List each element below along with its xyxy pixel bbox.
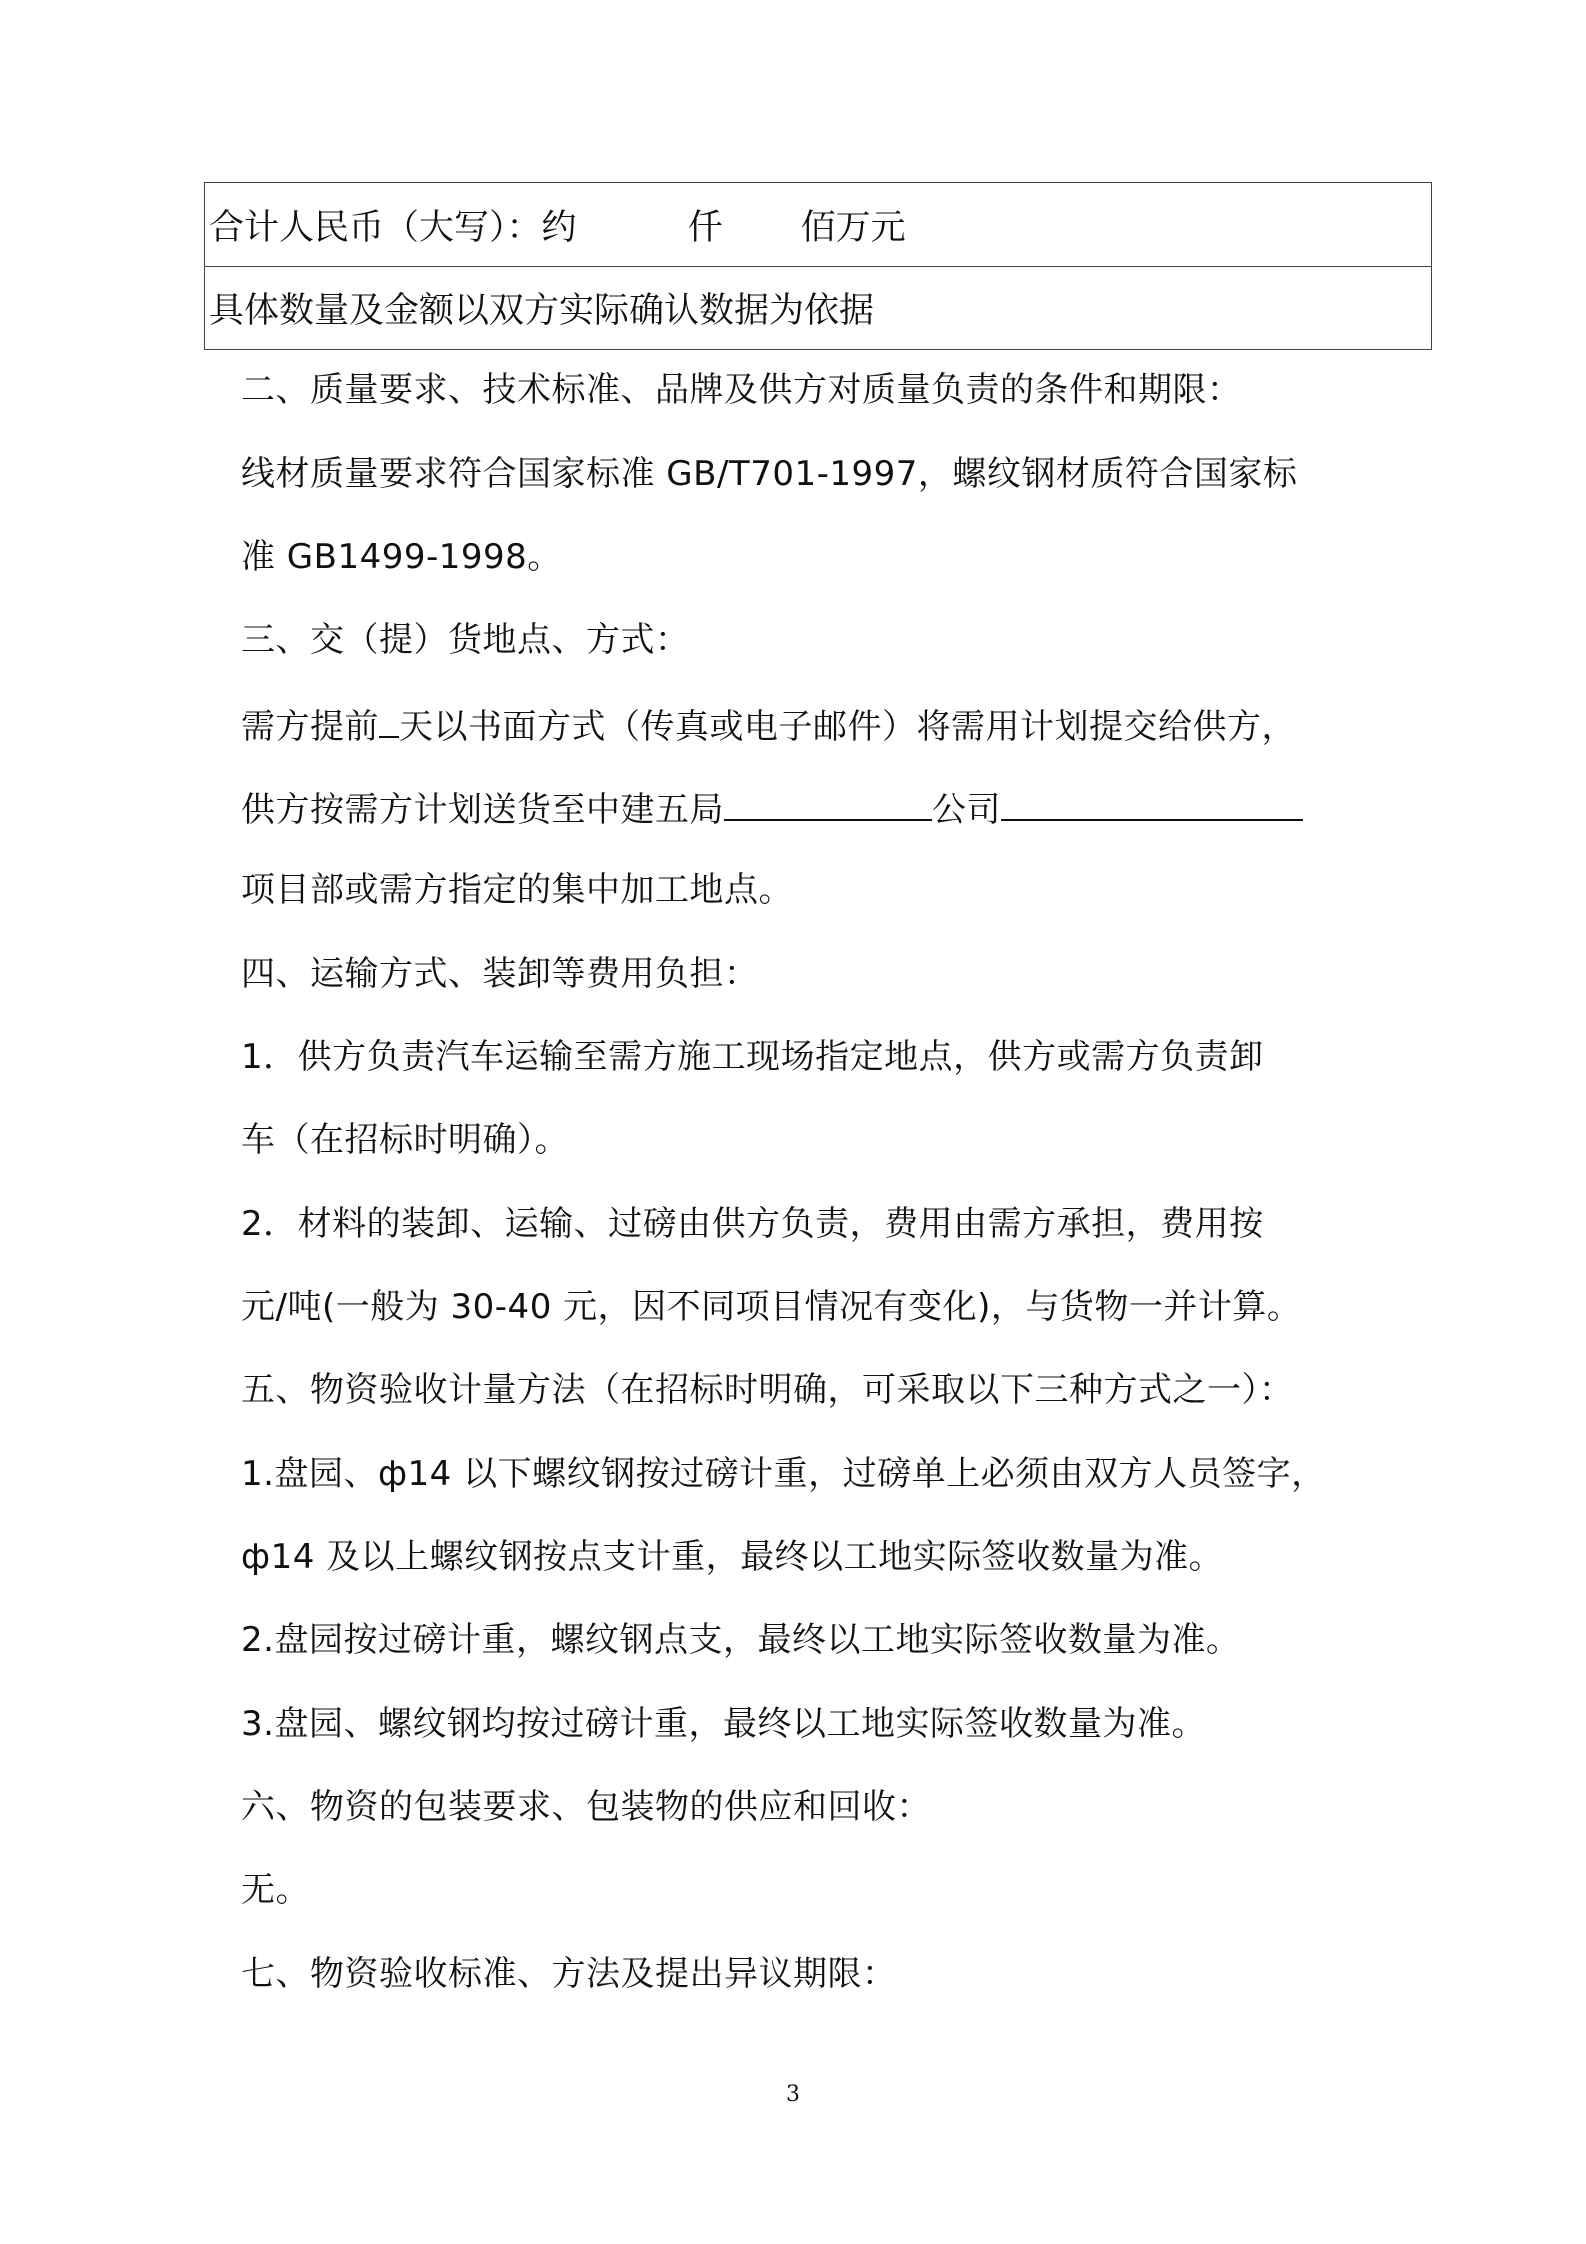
summary-table xyxy=(204,182,1432,350)
section-5-item-line: 1.盘园、ф14 以下螺纹钢按过磅计重，过磅单上必须由双方人员签字， xyxy=(241,1454,1326,1494)
page-number: 3 xyxy=(786,2082,800,2107)
section-4-item-line: 1．供方负责汽车运输至需方施工现场指定地点，供方或需方负责卸 xyxy=(241,1037,1264,1077)
section-7-heading: 七、物资验收标准、方法及提出异议期限： xyxy=(241,1954,897,1994)
text-fragment: 供方按需方计划送货至中建五局 xyxy=(241,790,724,830)
section-3-paragraph-line xyxy=(241,702,1296,749)
section-5-item-line: ф14 及以上螺纹钢按点支计重，最终以工地实际签收数量为准。 xyxy=(241,1537,1224,1577)
section-3-heading: 三、交（提）货地点、方式： xyxy=(241,620,690,660)
text-fragment: 公司 xyxy=(932,790,1001,830)
section-4-heading: 四、运输方式、装卸等费用负担： xyxy=(241,954,759,994)
section-2-heading: 二、质量要求、技术标准、品牌及供方对质量负责的条件和期限： xyxy=(241,370,1242,410)
section-2-paragraph-line: 准 GB1499-1998。 xyxy=(241,537,562,577)
section-4-item-line: 2．材料的装卸、运输、过磅由供方负责，费用由需方承担，费用按 xyxy=(241,1204,1264,1244)
total-amount-row: 合计人民币（大写）：约 仟 佰万元 xyxy=(209,207,906,248)
section-6-heading: 六、物资的包装要求、包装物的供应和回收： xyxy=(241,1787,931,1827)
section-6-paragraph-line: 无。 xyxy=(241,1870,310,1910)
quantity-basis-row: 具体数量及金额以双方实际确认数据为依据 xyxy=(205,266,1431,349)
text-fragment: 需方提前 xyxy=(241,707,379,747)
section-3-paragraph-line: 项目部或需方指定的集中加工地点。 xyxy=(241,870,793,910)
project-blank xyxy=(1001,785,1303,821)
section-4-item-line: 车（在招标时明确）。 xyxy=(241,1120,569,1160)
company-blank xyxy=(724,785,932,821)
section-3-paragraph-line xyxy=(241,785,1303,832)
days-blank xyxy=(379,702,399,738)
section-5-heading: 五、物资验收计量方法（在招标时明确，可采取以下三种方式之一）： xyxy=(241,1370,1294,1410)
text-fragment: 天以书面方式（传真或电子邮件）将需用计划提交给供方， xyxy=(399,707,1296,747)
section-4-item-line: 元/吨(一般为 30-40 元，因不同项目情况有变化)，与货物一并计算。 xyxy=(241,1287,1302,1327)
section-2-paragraph-line: 线材质量要求符合国家标准 GB/T701-1997，螺纹钢材质符合国家标 xyxy=(241,454,1298,494)
section-5-item-line: 3.盘园、螺纹钢均按过磅计重，最终以工地实际签收数量为准。 xyxy=(241,1704,1206,1744)
section-5-item-line: 2.盘园按过磅计重，螺纹钢点支，最终以工地实际签收数量为准。 xyxy=(241,1620,1241,1660)
